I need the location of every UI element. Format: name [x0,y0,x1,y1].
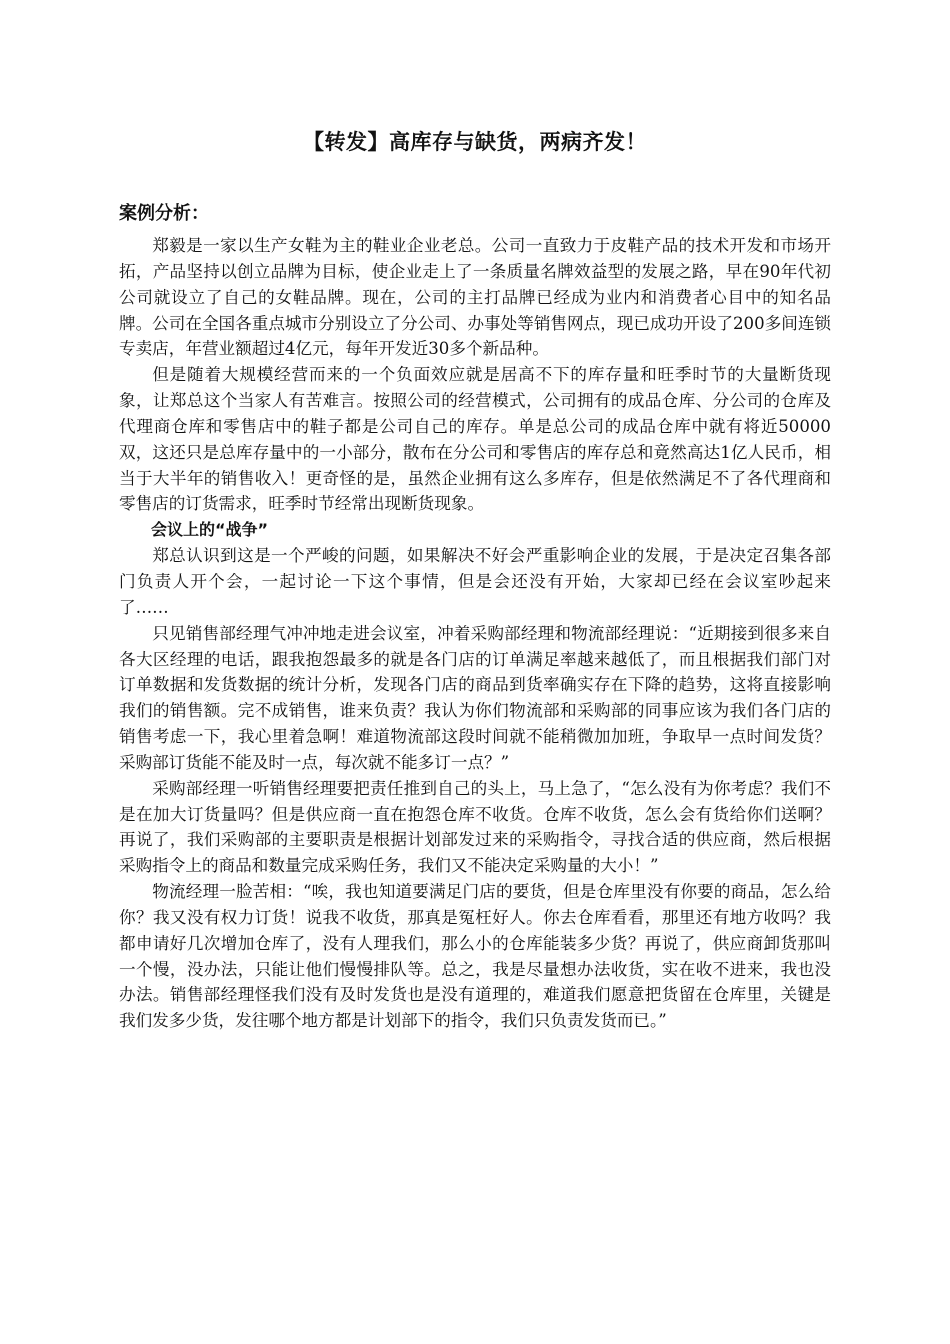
document-body [119,233,831,1034]
paragraph: 郑总认识到这是一个严峻的问题，如果解决不好会严重影响企业的发展，于是决定召集各部门负责人开个会，一起讨论一下这个事情，但是会还没有开始，大家却已经在会议室吵起来了…… [119,546,831,617]
paragraph: 物流经理一脸苦相：“唉，我也知道要满足门店的要货，但是仓库里没有你要的商品，怎么给你？我又没有权力订货！说我不收货，那真是冤枉好人。你去仓库看看，那里还有地方收吗？我都申请好几次增加仓库了，没有人理我们，那么小的仓库能装多少货？再说了，供应商卸货那叫一个慢，没办法，只能让他们慢慢排队等。总之，我是尽量想办法收货，实在收不进来，我也没办法。销售部经理怪我们没有及时发货也是没有道理的，难道我们愿意把货留在仓库里，关键是我们发多少货，发往哪个地方都是计划部下的指令，我们只负责发货而已。” [119,882,831,1031]
document-title: 【转发】高库存与缺货，两病齐发！ [303,130,647,154]
subheading: 会议上的“战争” [151,520,269,540]
section-heading: 案例分析： [119,203,209,224]
paragraph: 只见销售部经理气冲冲地走进会议室，冲着采购部经理和物流部经理说：“近期接到很多来自各大区经理的电话，跟我抱怨最多的就是各门店的订单满足率越来越低了，而且根据我们部门对订单数据和发货数据的统计分析，发现各门店的商品到货率确实存在下降的趋势，这将直接影响我们的销售额。完不成销售，谁来负责？我认为你们物流部和采购部的同事应该为我们各门店的销售考虑一下，我心里着急啊！难道物流部这段时间就不能稍微加加班，争取早一点时间发货？采购部订货能不能及时一点，每次就不能多订一点？” [119,623,831,772]
paragraph: 郑毅是一家以生产女鞋为主的鞋业企业老总。公司一直致力于皮鞋产品的技术开发和市场开拓，产品坚持以创立品牌为目标，使企业走上了一条质量名牌效益型的发展之路，早在90年代初公司就设立了自己的女鞋品牌。现在，公司的主打品牌已经成为业内和消费者心目中的知名品牌。公司在全国各重点城市分别设立了分公司、办事处等销售网点，现已成功开设了200多间连锁专卖店，年营业额超过4亿元，每年开发近30多个新品种。 [119,236,832,359]
paragraph: 但是随着大规模经营而来的一个负面效应就是居高不下的库存量和旺季时节的大量断货现象，让郑总这个当家人有苦难言。按照公司的经营模式，公司拥有的成品仓库、分公司的仓库及代理商仓库和零售店中的鞋子都是公司自己的库存。单是总公司的成品仓库中就有将近50000双，这还只是总库存量中的一小部分，散布在分公司和零售店的库存总和竟然高达1亿人民币，相当于大半年的销售收入！更奇怪的是，虽然企业拥有这么多库存，但是依然满足不了各代理商和零售店的订货需求，旺季时节经常出现断货现象。 [119,365,831,514]
paragraph: 采购部经理一听销售经理要把责任推到自己的头上，马上急了，“怎么没有为你考虑？我们不是在加大订货量吗？但是供应商一直在抱怨仓库不收货。仓库不收货，怎么会有货给你们送啊？再说了，我们采购部的主要职责是根据计划部发过来的采购指令，寻找合适的供应商，然后根据采购指令上的商品和数量完成采购任务，我们又不能决定采购量的大小！” [119,778,831,876]
